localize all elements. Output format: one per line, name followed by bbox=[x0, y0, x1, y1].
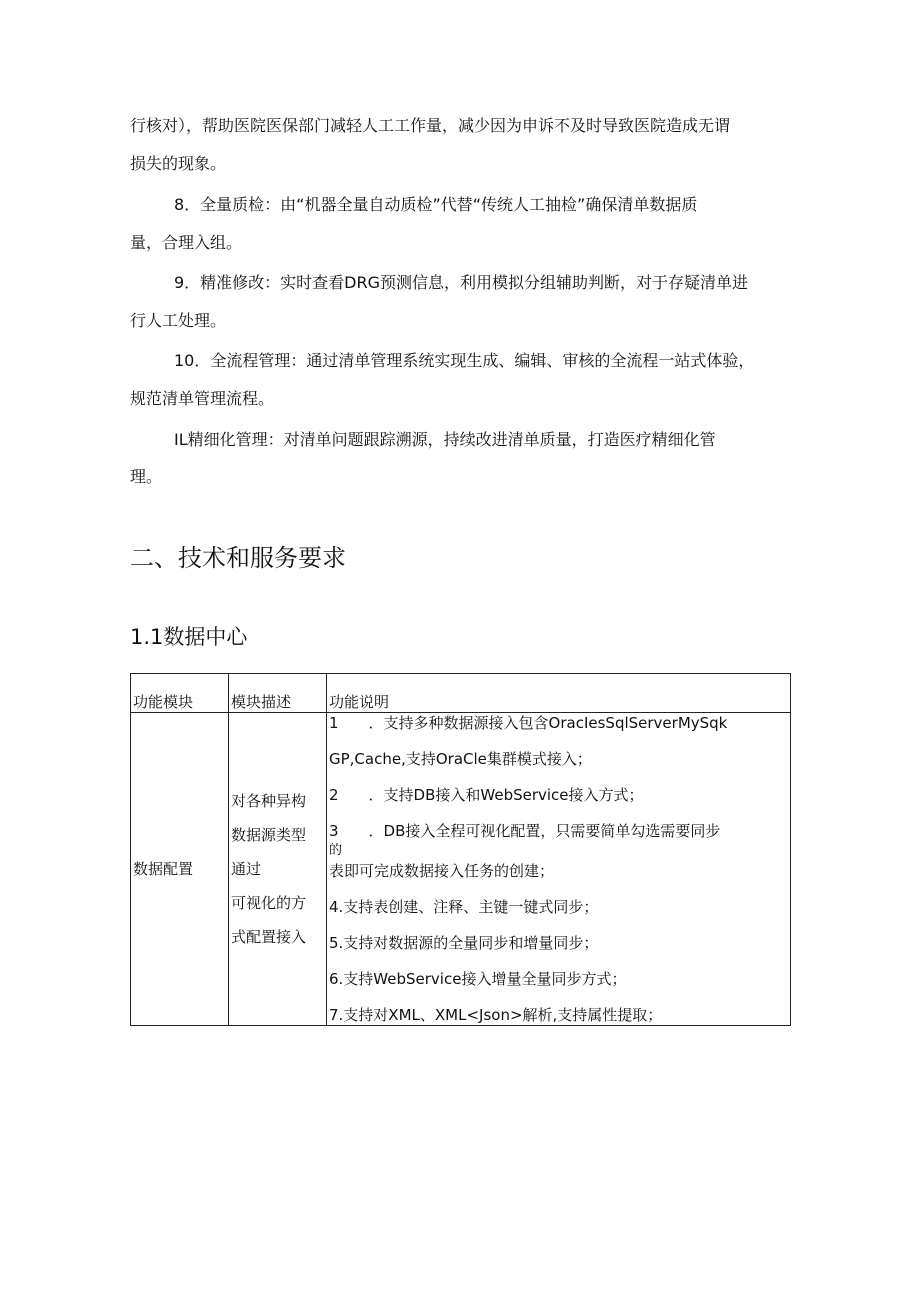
function-item: 3 ．DB接入全程可视化配置，只需要简单勾选需要同步 bbox=[329, 822, 721, 840]
header-cell-function: 功能说明 bbox=[327, 674, 791, 713]
paragraph-2-line-1: 8．全量质检：由“机器全量自动质检”代替“传统人工抽检”确保清单数据质 bbox=[174, 195, 698, 214]
module-cell: 数据配置 bbox=[131, 713, 229, 1026]
paragraph-4-line-2: 规范清单管理流程。 bbox=[130, 389, 275, 408]
description-line: 对各种异构 bbox=[231, 792, 307, 810]
paragraph-1-line-1: 行核对），帮助医院医保部门减轻人工工作量，减少因为申诉不及时导致医院造成无谓 bbox=[130, 116, 731, 135]
description-line: 可视化的方 bbox=[231, 894, 307, 912]
function-item: 4.支持表创建、注释、主键一键式同步； bbox=[329, 898, 599, 916]
paragraph-5-line-2: 理。 bbox=[130, 467, 163, 486]
paragraph-3-line-1: 9．精准修改：实时查看DRG预测信息，利用模拟分组辅助判断，对于存疑清单进 bbox=[174, 273, 749, 292]
table-row bbox=[131, 713, 791, 1026]
description-line: 通过 bbox=[231, 860, 262, 878]
function-item: 5.支持对数据源的全量同步和增量同步； bbox=[329, 934, 599, 952]
description-line: 式配置接入 bbox=[231, 928, 307, 946]
paragraph-1-line-2: 损失的现象。 bbox=[130, 154, 227, 173]
function-item: 2 ．支持DB接入和WebService接入方式； bbox=[329, 786, 644, 804]
function-item: 7.支持对XML、XML<Json>解析,支持属性提取； bbox=[329, 1006, 663, 1024]
header-cell-module: 功能模块 bbox=[131, 674, 229, 713]
table-header-row bbox=[131, 674, 791, 713]
section-title: 二、技术和服务要求 bbox=[130, 544, 346, 572]
paragraph-4-line-1: 10．全流程管理：通过清单管理系统实现生成、编辑、审核的全流程一站式体验， bbox=[174, 351, 755, 370]
function-item: 1 ．支持多种数据源接入包含OracIesSqlServerMySqk bbox=[329, 714, 728, 732]
function-item: GP,Cache,支持OraCle集群模式接入； bbox=[329, 750, 592, 768]
paragraph-3-line-2: 行人工处理。 bbox=[130, 311, 227, 330]
function-item: 6.支持WebService接入增量全量同步方式； bbox=[329, 970, 627, 988]
description-cell bbox=[229, 713, 327, 1026]
paragraph-5-line-1: IL精细化管理：对清单问题跟踪溯源，持续改进清单质量，打造医疗精细化管 bbox=[174, 430, 716, 449]
description-line: 数据源类型 bbox=[231, 826, 307, 844]
function-item: 的 bbox=[329, 843, 343, 858]
function-item: 表即可完成数据接入任务的创建； bbox=[329, 862, 555, 880]
subsection-title: 1.1数据中心 bbox=[130, 625, 248, 649]
feature-table bbox=[130, 673, 791, 1026]
header-cell-description: 模块描述 bbox=[229, 674, 327, 713]
function-cell bbox=[327, 713, 791, 1026]
paragraph-2-line-2: 量，合理入组。 bbox=[130, 233, 243, 252]
